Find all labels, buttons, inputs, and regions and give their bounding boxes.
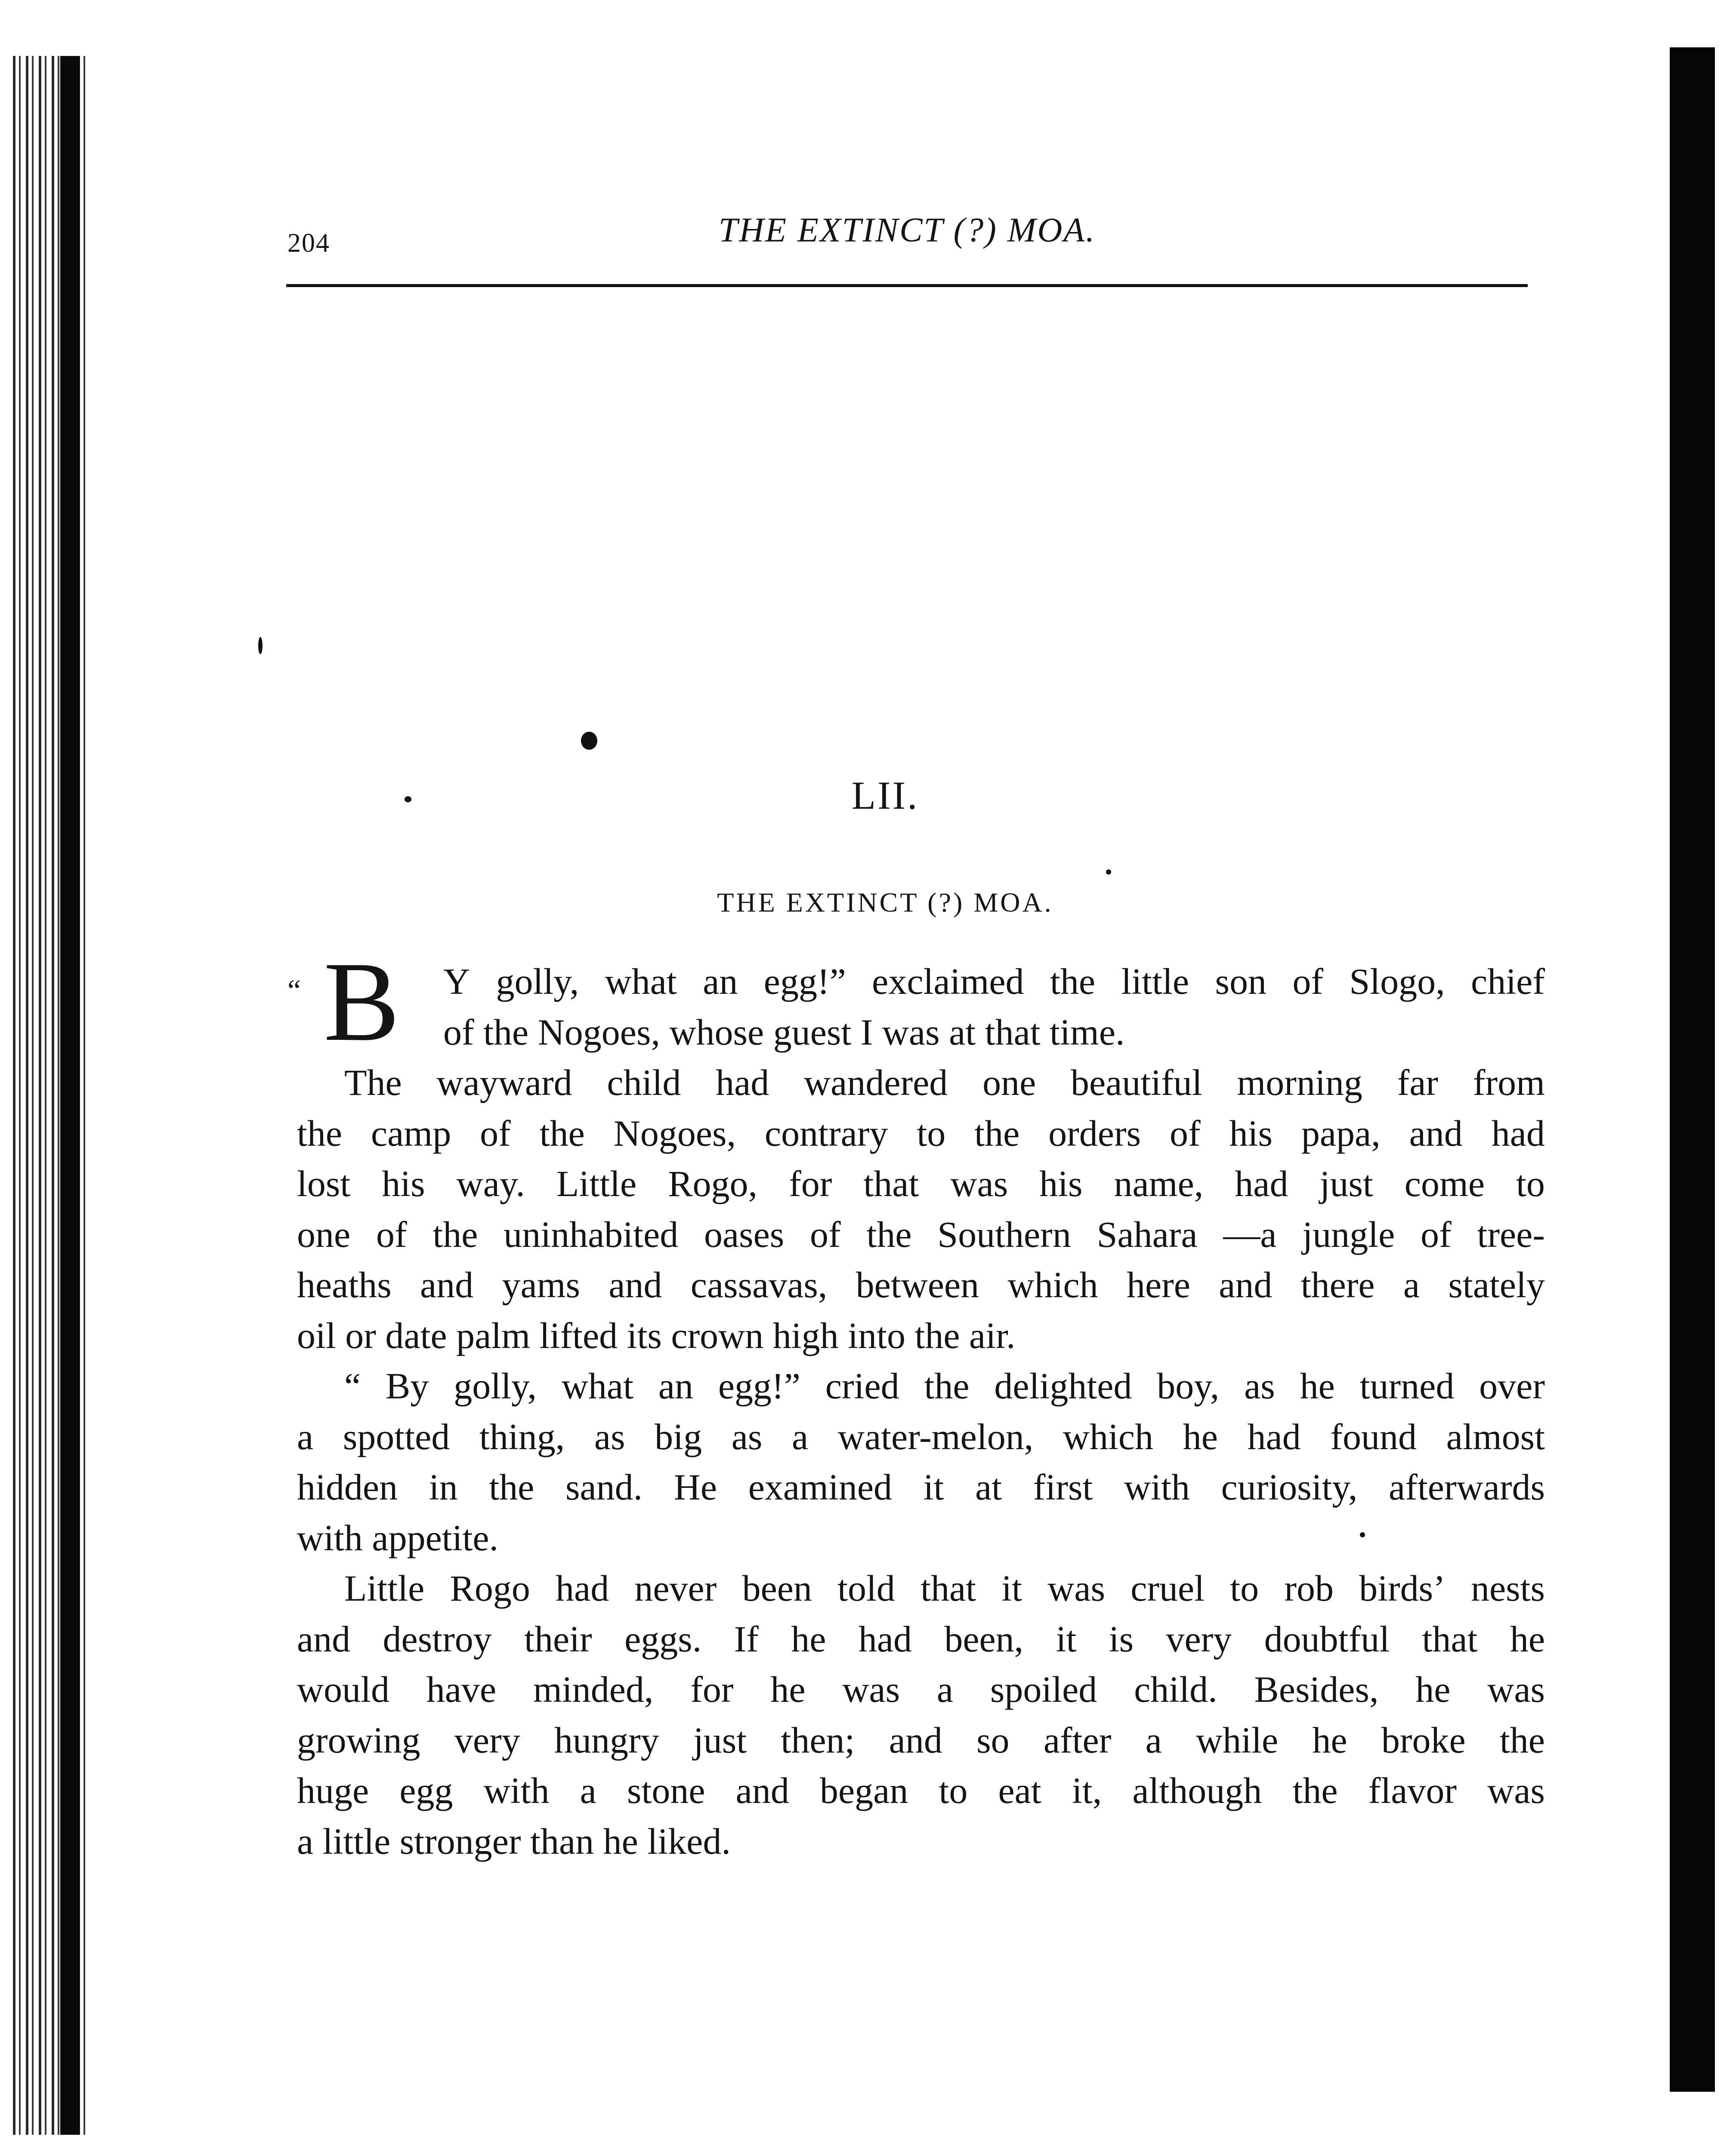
- text-line: the camp of the Nogoes, contrary to the orders of his papa, and had: [297, 1112, 1545, 1154]
- chapter-number: LII.: [851, 773, 919, 817]
- scan-speck: [1106, 869, 1111, 875]
- text-line: would have minded, for he was a spoiled child. Besides, he was: [297, 1669, 1545, 1710]
- scan-right-edge: [1670, 47, 1715, 2092]
- text-line: lost his way. Little Rogo, for that was his name, had just come to: [297, 1163, 1545, 1204]
- text-line: Y golly, what an egg!” exclaimed the little son of Slogo, chief: [443, 961, 1545, 1002]
- text-line: hidden in the sand. He examined it at first with curiosity, afterwards: [297, 1466, 1545, 1508]
- text-line: heaths and yams and cassavas, between which here and there a stately: [297, 1264, 1545, 1305]
- scan-binding-shadow: [60, 56, 80, 2135]
- scan-speck: [581, 732, 597, 750]
- text-line: a little stronger than he liked.: [297, 1820, 731, 1862]
- text-line: a spotted thing, as big as a water-melon, which he had found almost: [297, 1416, 1545, 1457]
- text-line: and destroy their eggs. If he had been, it is very doubtful that he: [297, 1618, 1545, 1660]
- text-line: The wayward child had wandered one beautiful morning far from: [344, 1062, 1545, 1103]
- text-line: oil or date palm lifted its crown high into the air.: [297, 1314, 1016, 1356]
- scan-speck: [258, 637, 263, 654]
- running-head: [287, 211, 1527, 275]
- text-line: with appetite.: [297, 1517, 499, 1558]
- text-line: growing very hungry just then; and so after a while he broke the: [297, 1719, 1545, 1761]
- page-number: 204: [287, 229, 330, 258]
- chapter-title: THE EXTINCT (?) MOA.: [717, 887, 1053, 918]
- running-title: THE EXTINCT (?) MOA.: [718, 211, 1096, 249]
- text-line: Little Rogo had never been told that it was cruel to rob birds’ nests: [344, 1568, 1545, 1609]
- drop-cap: B: [324, 939, 400, 1065]
- text-line: “ By golly, what an egg!” cried the delighted boy, as he turned over: [344, 1365, 1545, 1407]
- text-line: one of the uninhabited oases of the Southern Sahara —a jungle of tree-: [297, 1213, 1545, 1255]
- opening-quote-mark: “: [287, 974, 301, 1007]
- text-line: huge egg with a stone and began to eat it, although the flavor was: [297, 1770, 1545, 1811]
- header-rule: [286, 284, 1528, 287]
- text-line: of the Nogoes, whose guest I was at that time.: [443, 1011, 1125, 1053]
